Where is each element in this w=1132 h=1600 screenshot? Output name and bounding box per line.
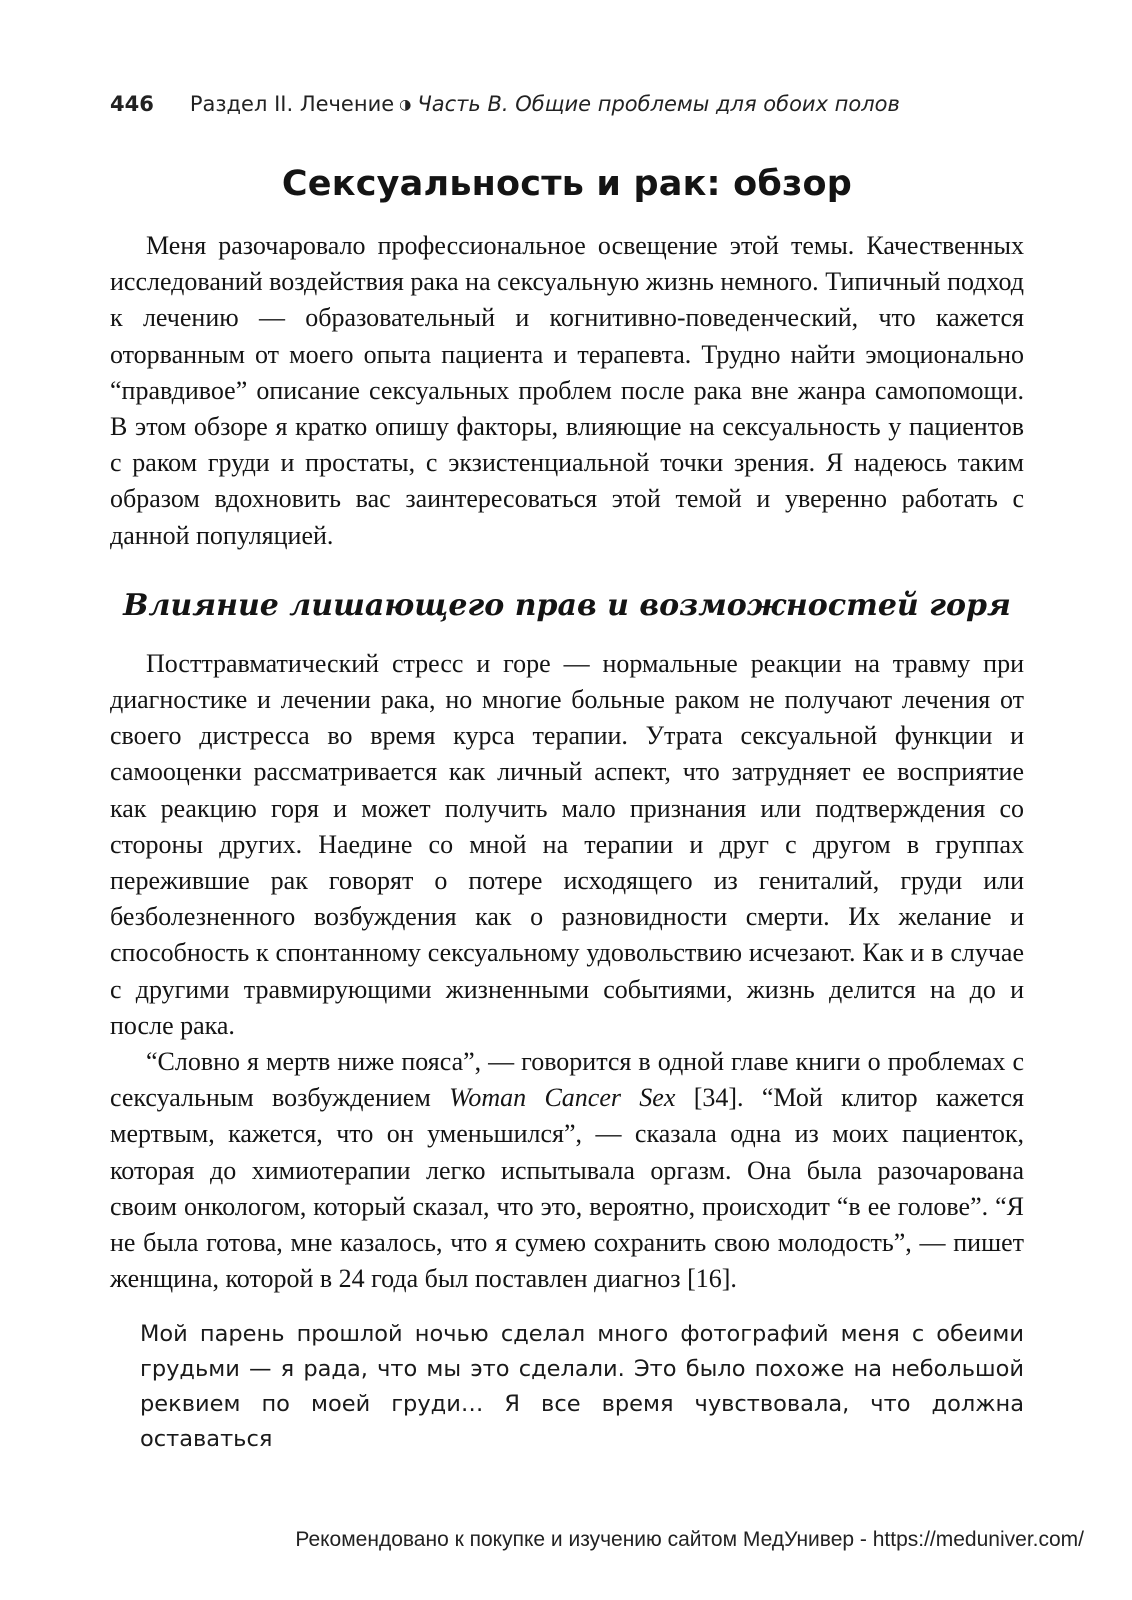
page-number: 446 <box>110 92 154 116</box>
book-title: Woman Cancer Sex <box>449 1083 676 1113</box>
chapter-title: Сексуальность и рак: обзор <box>281 164 853 204</box>
paragraph-quotes-part1: “Словно я мертв ниже пояса”, — говорится в одной главе книги о проблемах с сексуальным возбуждением <box>110 1047 1024 1113</box>
paragraph-quotes-part2: [34]. “Мой клитор кажется мертвым, кажется, что он уменьшился”, — сказала одна из моих пациенток, которая до химиотерапии легко испытывала оргазм. Она была разочарована своим онкологом, который сказал, что это, вероятно, происходит “в ее голове”. “Я не была готова, мне казалось, что я сумею сохранить свою молодость”, — пишет женщина, которой в 24 года был поставлен диагноз [16]. <box>110 1083 1025 1294</box>
half-circle-icon: ◑ <box>399 97 412 113</box>
running-head-part: Часть B. Общие проблемы для обоих полов <box>417 92 900 116</box>
watermark-footer: Рекомендовано к покупке и изучению сайтом МедУнивер - https://meduniver.com/ <box>295 1528 1084 1551</box>
paragraph-intro: Меня разочаровало профессиональное освещение этой темы. Качественных исследований воздействия рака на сексуальную жизнь немного. Типичный подход к лечению — образовательный и когнитивно-поведенческий, что кажется оторванным от моего опыта пациента и терапевта. Трудно найти эмоционально “правдивое” описание сексуальных проблем после рака вне жанра самопомощи. В этом обзоре я кратко опишу факторы, влияющие на сексуальность у пациентов с раком груди и простаты, с экзистенциальной точки зрения. Я надеюсь таким образом вдохновить вас заинтересоваться этой темой и уверенно работать с данной популяцией. <box>110 231 1024 550</box>
paragraph-quotes <box>110 1044 1024 1297</box>
running-head <box>110 92 1024 132</box>
section-title: Влияние лишающего прав и возможностей горя <box>123 587 1011 623</box>
quote-block: Мой парень прошлой ночью сделал много фотографий меня с обеими грудьми — я рада, что мы это сделали. Это было похоже на небольшой реквием по моей груди… Я все время чувствовала, что должна оставаться <box>140 1321 1024 1453</box>
page <box>110 92 1024 1457</box>
paragraph-grief: Посттравматический стресс и горе — нормальные реакции на травму при диагностике и лечении рака, но многие больные раком не получают лечения от своего дистресса во время курса терапии. Утрата сексуальной функции и самооценки рассматривается как личный аспект, что затрудняет ее восприятие как реакцию горя и может получить мало признания или подтверждения со стороны других. Наедине со мной на терапии и друг с другом в группах пережившие рак говорят о потере исходящего из гениталий, груди или безболезненного возбуждения как о разновидности смерти. Их желание и способность к спонтанному сексуальному удовольствию исчезают. Как и в случае с другими травмирующими жизненными событиями, жизнь делится на до и после рака. <box>110 648 1024 1040</box>
running-head-section: Раздел II. Лечение <box>189 92 395 116</box>
